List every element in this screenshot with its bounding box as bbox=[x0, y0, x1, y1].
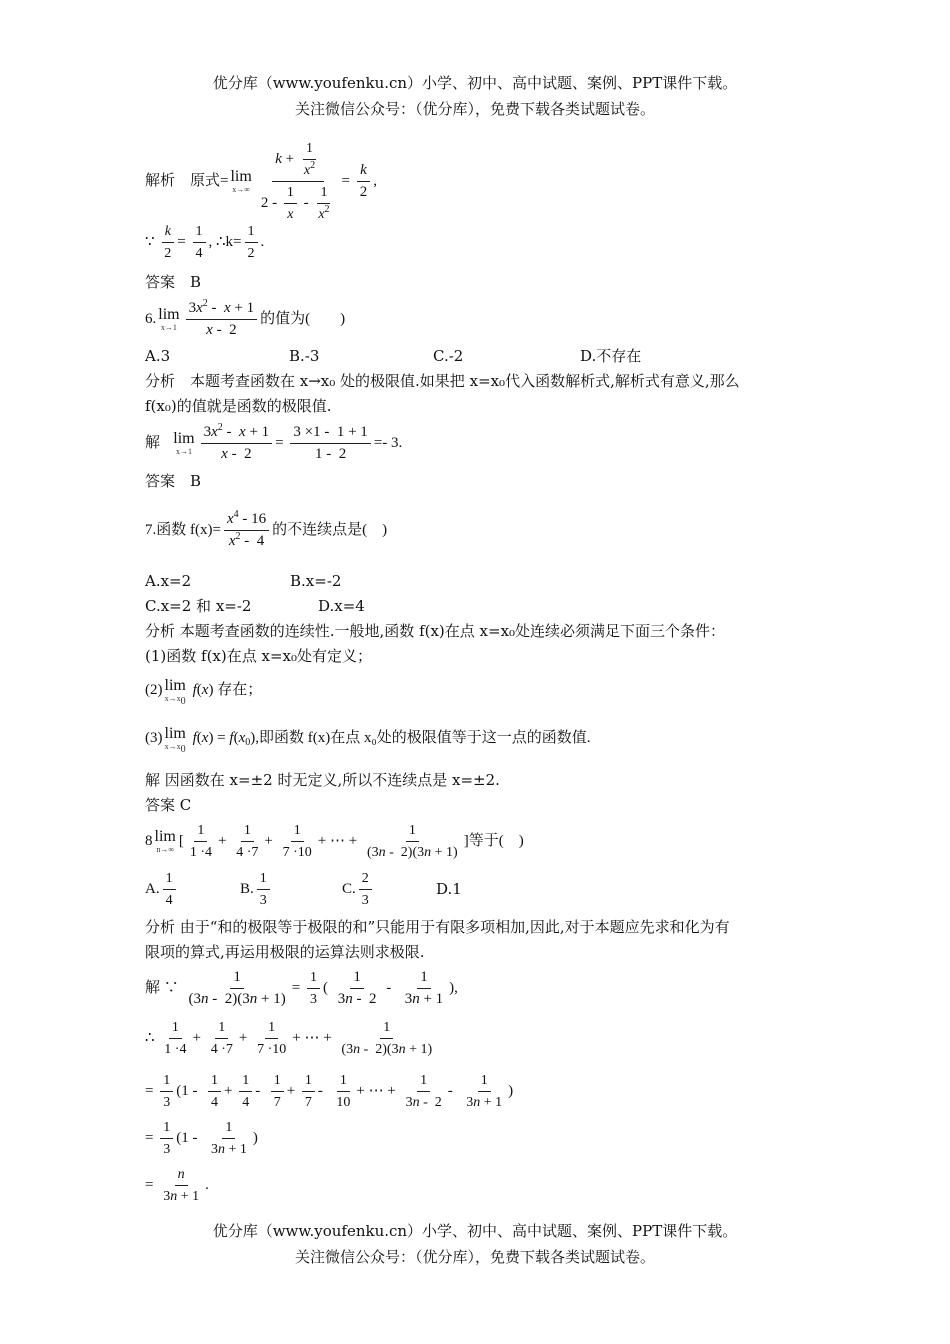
q8-solution-step-3: = $\frac{1}{3}$ (1 - $\frac{1}{4}$ + $\frac{1}{4}$ - $\frac{1}{7}$ + $\frac{1}{7}$ - $\frac{1}{10}$ + ⋯ + $\frac{1}{3n - 2}$ - $\frac{1}{3n + 1}$ ) bbox=[145, 1073, 514, 1111]
q6-number: 6. bbox=[145, 311, 157, 327]
q8-option-a: A. $\frac{1}{4}$ bbox=[145, 870, 179, 909]
q6-option-a: A.3 bbox=[145, 347, 171, 365]
q6-solution: 解 lim x→1 $\frac{3x^2 - x + 1}{x - 2}$ = $\frac{3 \times 1 - 1 + 1}{1 - 2}$ =- 3. bbox=[145, 422, 403, 463]
q7-cond2-suffix: 存在； bbox=[217, 682, 263, 698]
q8-stem: 8 lim n→∞ [ $\frac{1}{1 \cdot 4}$ + $\frac{1}{4 \cdot 7}$ + $\frac{1}{7 \cdot 10}$ + ⋯ + $\frac{1}{(3n - 2)(3n + 1)}$ ]等于( ) bbox=[145, 823, 524, 861]
lim-x-inf: lim x→∞ bbox=[230, 168, 252, 194]
q7-analysis-line-1: 分析 本题考查函数的连续性.一般地,函数 f(x)在点 x=x₀处连续必须满足下面三个条件： bbox=[145, 622, 726, 640]
q8-solution-step-5: = $\frac{n}{3n + 1}$ . bbox=[145, 1167, 209, 1205]
q8-option-b: B. $\frac{1}{3}$ bbox=[240, 870, 273, 909]
q6-option-c: C.-2 bbox=[433, 347, 464, 365]
q8-option-b-label: B. bbox=[240, 881, 254, 897]
footer-line-2: 关注微信公众号：（优分库），免费下载各类试题试卷。 bbox=[294, 1248, 655, 1266]
q5-therefore: ∵ $\frac{k}{2}$ = $\frac{1}{4}$ , ∴k= $\frac{1}{2}$ . bbox=[145, 224, 265, 262]
q7-condition-2: (2) lim $x\to x_0$ f(x) 存在； bbox=[145, 677, 263, 708]
q5-therefore-eq: , ∴k= bbox=[208, 234, 242, 250]
q7-stem-prefix: 7.函数 f(x)= bbox=[145, 522, 221, 538]
q7-option-a: A.x=2 bbox=[145, 572, 192, 590]
footer-line-1: 优分库（www.youfenku.cn）小学、初中、高中试题、案例、PPT课件下载。 bbox=[212, 1222, 738, 1240]
q7-option-c: C.x=2 和 x=-2 bbox=[145, 597, 252, 615]
q6-analysis-line-2: f(x₀)的值就是函数的极限值. bbox=[145, 397, 332, 415]
q7-condition-3: (3) lim $x\to x_0$ $f(x) = f(x_0)$,即函数 f(x)在点 x₀处的极限值等于这一点的函数值. bbox=[145, 725, 591, 756]
q6-fraction: $\frac{3x^2 - x + 1}{x - 2}$ bbox=[186, 300, 258, 339]
q7-answer: 答案 C bbox=[145, 796, 192, 814]
q6-analysis-line-1: 分析 本题考查函数在 x→x₀ 处的极限值.如果把 x=x₀代入函数解析式,解析式有意义,那么 bbox=[145, 372, 740, 390]
q8-option-c-label: C. bbox=[342, 881, 356, 897]
q6-stem bbox=[145, 298, 345, 340]
q8-option-a-label: A. bbox=[145, 881, 160, 897]
lim-n-inf: lim n→∞ bbox=[154, 828, 176, 855]
q5-main-fraction: k + $\frac{1}{x^2}$ 2 - $\frac{1}{x}$ - $\frac{1}{x^2}$ bbox=[260, 141, 330, 222]
q7-stem bbox=[145, 504, 387, 556]
q7-cond2-prefix: (2) bbox=[145, 682, 163, 698]
q5-yuanshi: 原式= bbox=[190, 172, 229, 189]
q8-analysis-line-1: 分析 由于“和的极限等于极限的和”只能用于有限多项相加,因此,对于本题应先求和化为有 bbox=[145, 918, 730, 936]
q8-option-d: D.1 bbox=[436, 880, 462, 898]
q5-jiexi-label: 解析 bbox=[145, 172, 176, 189]
q7-cond3-prefix: (3) bbox=[145, 730, 163, 746]
q6-option-d: D.不存在 bbox=[580, 347, 642, 365]
q8-solution-step-1: 解 ∵ $\frac{1}{(3n - 2)(3n + 1)}$ = $\frac{1}{3}$ ( $\frac{1}{3n - 2}$ - $\frac{1}{3n + 1}$ ), bbox=[145, 969, 458, 1008]
q8-jie-label: 解 ∵ bbox=[145, 980, 179, 996]
q7-option-d: D.x=4 bbox=[318, 597, 365, 615]
q7-fraction: $\frac{x^4 - 16}{x^2 - 4}$ bbox=[224, 511, 269, 550]
q7-stem-suffix: 的不连续点是( ) bbox=[272, 522, 388, 538]
q8-stem-suffix: ]等于( ) bbox=[463, 833, 524, 849]
q8-solution-step-2: ∴ $\frac{1}{1 \cdot 4}$ + $\frac{1}{4 \cdot 7}$ + $\frac{1}{7 \cdot 10}$ + ⋯ + $\frac{1}{(3n - 2)(3n + 1)}$ bbox=[145, 1020, 433, 1058]
q8-number: 8 bbox=[145, 833, 153, 849]
q7-option-b: B.x=-2 bbox=[290, 572, 342, 590]
q6-stem-suffix: 的值为( ) bbox=[260, 311, 346, 327]
q5-answer: 答案 B bbox=[145, 273, 202, 291]
header-line-1: 优分库（www.youfenku.cn）小学、初中、高中试题、案例、PPT课件下载。 bbox=[212, 74, 738, 92]
q6-option-b: B.-3 bbox=[289, 347, 320, 365]
q8-analysis-line-2: 限项的算式,再运用极限的运算法则求极限. bbox=[145, 943, 425, 961]
q6-result: =- 3. bbox=[373, 435, 403, 451]
q7-condition-1: (1)函数 f(x)在点 x=x₀处有定义； bbox=[145, 647, 373, 665]
q5-k-half: $\frac{k}{2}$ bbox=[357, 162, 371, 201]
q8-solution-step-4: = $\frac{1}{3}$ (1 - $\frac{1}{3n + 1}$ ) bbox=[145, 1120, 258, 1158]
header-line-2: 关注微信公众号：（优分库），免费下载各类试题试卷。 bbox=[294, 100, 655, 118]
lim-x-1: lim x→1 bbox=[158, 306, 180, 333]
q6-answer: 答案 B bbox=[145, 472, 202, 490]
q7-solution: 解 因函数在 x=±2 时无定义,所以不连续点是 x=±2. bbox=[145, 771, 500, 789]
q6-jie-label: 解 bbox=[145, 435, 161, 451]
q8-option-c: C. $\frac{2}{3}$ bbox=[342, 870, 375, 909]
q5-solution-formula: 解析 原式= lim x→∞ k + $\frac{1}{x^2}$ 2 - $\frac{1}{x}$ - $\frac{1}{x^2}$ = $\frac{k}{2}$ , bbox=[145, 141, 378, 222]
q7-cond3-suffix: ,即函数 f(x)在点 x₀处的极限值等于这一点的函数值. bbox=[255, 730, 591, 746]
